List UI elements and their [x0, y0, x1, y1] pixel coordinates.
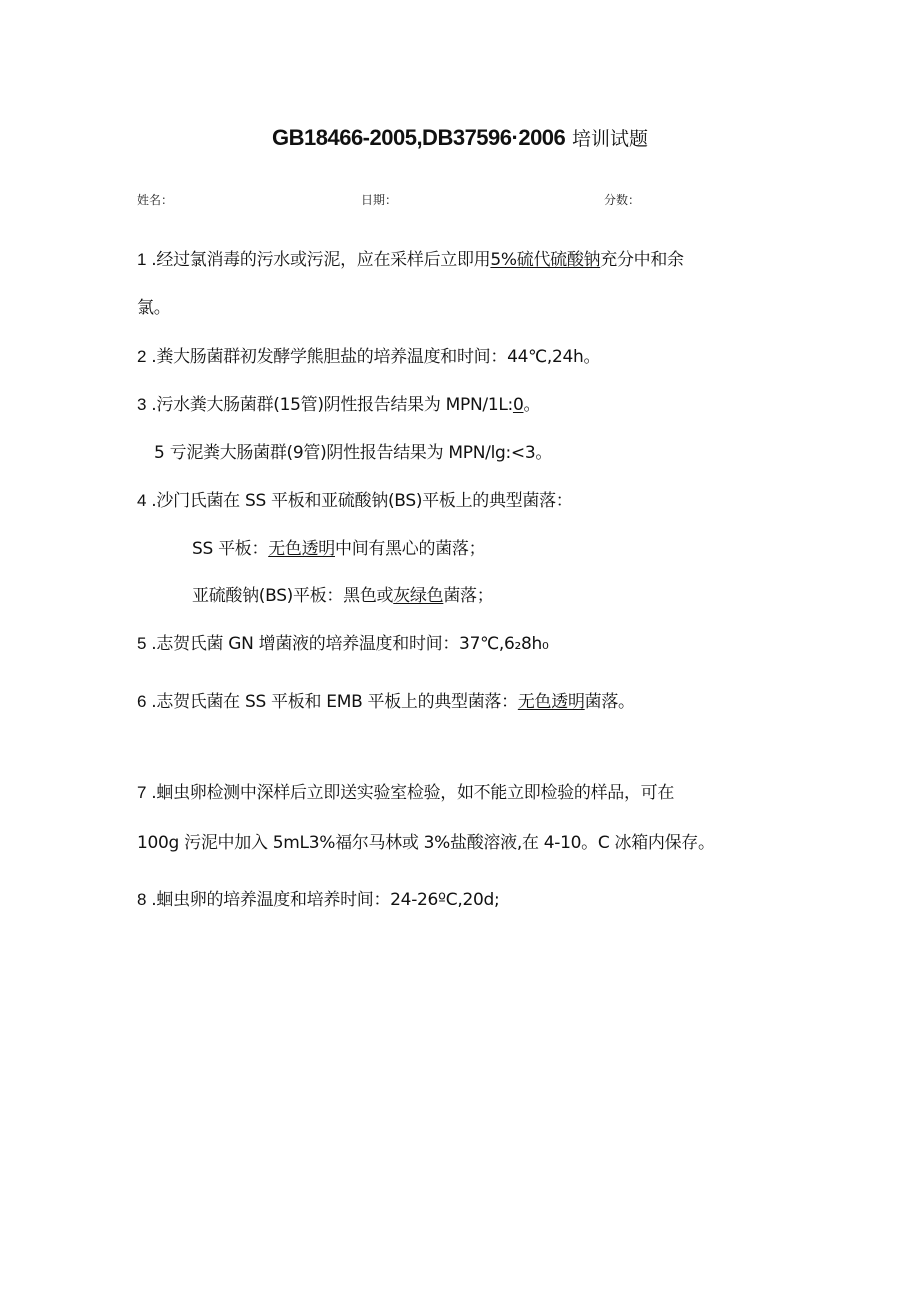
- question-1: [137, 245, 684, 270]
- question-8: [137, 885, 499, 910]
- question-number: 2: [137, 347, 147, 366]
- sub-item-text: 中间有黑心的菌落；: [335, 539, 486, 559]
- title-suffix: 培训试题: [571, 128, 648, 150]
- answer-blank: 灰绿色: [393, 586, 444, 606]
- title-standard-codes: GB18466-2005,DB37596·2006: [272, 125, 566, 150]
- question-text: .粪大肠菌群初发酵学熊胆盐的培养温度和时间：44℃,24h。: [146, 347, 601, 367]
- question-number: 3: [137, 395, 147, 414]
- question-text: 菌落。: [584, 692, 635, 712]
- question-4: [137, 486, 572, 511]
- date-label: 日期：: [361, 193, 398, 207]
- question-number: 7: [137, 783, 147, 802]
- question-number: 5: [137, 634, 147, 653]
- question-text: 。: [523, 395, 541, 415]
- sub-item-text: 亚硫酸钠(BS)平板：黑色或: [192, 586, 394, 606]
- page-title: [0, 124, 920, 151]
- question-number: 1: [137, 250, 147, 269]
- question-4-ss-plate: [192, 534, 485, 559]
- question-text: .污水粪大肠菌群(15管)阴性报告结果为 MPN/1L:: [146, 395, 513, 415]
- answer-blank: 5%硫代硫酸钠: [490, 250, 601, 270]
- question-text: .蛔虫卵的培养温度和培养时间：24-26ºC,20d;: [146, 890, 500, 910]
- question-number: 4: [137, 491, 147, 510]
- question-text: .经过氯消毒的污水或污泥，应在采样后立即用: [146, 250, 491, 270]
- name-label: 姓名：: [137, 193, 174, 207]
- score-label: 分数：: [604, 193, 641, 207]
- question-text: .沙门氏菌在 SS 平板和亚硫酸钠(BS)平板上的典型菌落：: [146, 491, 573, 511]
- sub-item-text: 菌落；: [443, 586, 494, 606]
- question-text: .志贺氏菌在 SS 平板和 EMB 平板上的典型菌落：: [146, 692, 518, 712]
- question-text: 充分中和余: [600, 250, 684, 270]
- answer-blank: 无色透明: [517, 692, 585, 712]
- question-3-sludge: 5 亏泥粪大肠菌群(9管)阴性报告结果为 MPN/lg:<3。: [154, 443, 553, 463]
- question-5: [137, 629, 549, 654]
- question-1-continuation: 氯。: [137, 298, 171, 318]
- question-2: [137, 342, 600, 367]
- question-number: 8: [137, 890, 147, 909]
- question-6: [137, 687, 635, 712]
- answer-blank: 0: [512, 395, 524, 415]
- question-number: 6: [137, 692, 147, 711]
- question-3: [137, 390, 540, 415]
- question-text: .志贺氏菌 GN 增菌液的培养温度和时间：37℃,6₂8h₀: [146, 634, 549, 654]
- question-text: .蛔虫卵检测中深样后立即送实验室检验，如不能立即检验的样品，可在: [146, 783, 675, 803]
- question-7-continuation: 100g 污泥中加入 5mL3%福尔马林或 3%盐酸溶液,在 4-10。C 冰箱内保存。: [137, 833, 715, 853]
- answer-blank: 无色透明: [268, 539, 335, 559]
- sub-item-text: SS 平板：: [192, 539, 269, 559]
- question-7: [137, 778, 674, 803]
- question-4-bs-plate: [192, 581, 493, 606]
